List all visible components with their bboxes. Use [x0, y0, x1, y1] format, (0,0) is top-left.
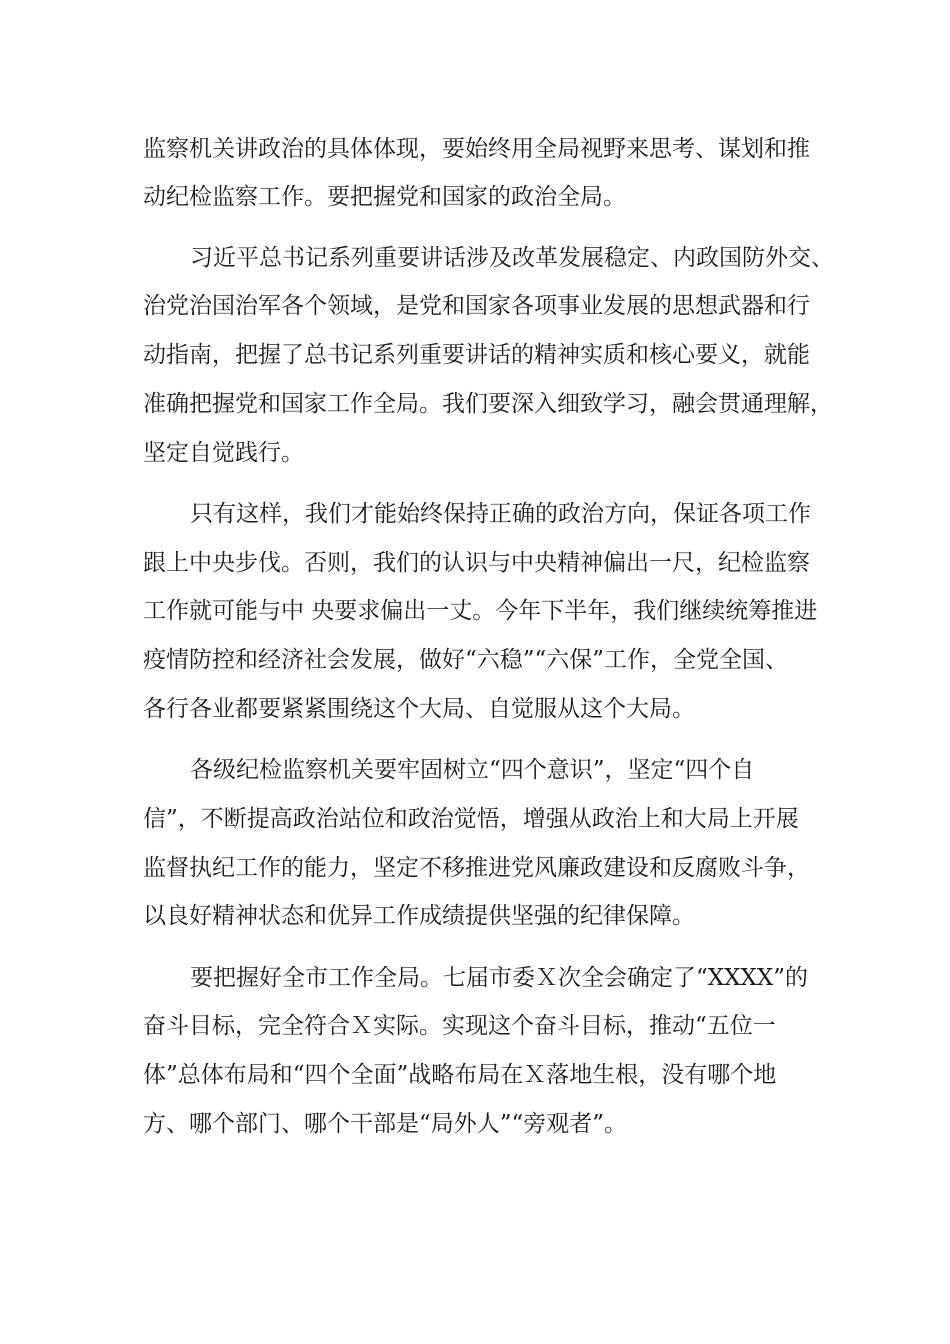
- text-line: 监督执纪工作的能力，坚定不移推进党风廉政建设和反腐败斗争，: [143, 855, 810, 881]
- text-line: 奋斗目标，完全符合Ｘ实际。实现这个奋斗目标，推动“五位一: [143, 1013, 776, 1039]
- text-line: 体”总体布局和“四个全面”战略布局在Ｘ落地生根，没有哪个地: [143, 1062, 777, 1088]
- paragraph-first-line: 各级纪检监察机关要牢固树立“四个意识”，坚定“四个自: [190, 757, 755, 783]
- text-line: 准确把握党和国家工作全局。我们要深入细致学习，融会贯通理解，: [143, 391, 833, 417]
- paragraph-first-line: 习近平总书记系列重要讲话涉及改革发展稳定、内政国防外交、: [190, 245, 834, 271]
- paragraph-first-line: 要把握好全市工作全局。七届市委Ｘ次全会确定了“XXXX”的: [190, 965, 809, 991]
- text-line: 疫情防控和经济社会发展，做好“六稳”“六保”工作，全党全国、: [143, 647, 789, 673]
- text-line: 以良好精神状态和优异工作成绩提供坚强的纪律保障。: [143, 903, 695, 929]
- text-line: 治党治国治军各个领域，是党和国家各项事业发展的思想武器和行: [143, 293, 810, 319]
- text-line: 各行各业都要紧紧围绕这个大局、自觉服从这个大局。: [143, 696, 695, 722]
- text-line: 动纪检监察工作。要把握党和国家的政治全局。: [143, 184, 626, 210]
- text-line: 方、哪个部门、哪个干部是“局外人”“旁观者”。: [143, 1111, 628, 1137]
- paragraph-first-line: 只有这样，我们才能始终保持正确的政治方向，保证各项工作: [190, 501, 811, 527]
- text-line: 跟上中央步伐。否则，我们的认识与中央精神偏出一尺，纪检监察: [143, 550, 810, 576]
- text-line: 动指南，把握了总书记系列重要讲话的精神实质和核心要义，就能: [143, 342, 810, 368]
- text-line: 监察机关讲政治的具体体现，要始终用全局视野来思考、谋划和推: [143, 136, 810, 162]
- text-line: 工作就可能与中 央要求偏出一丈。今年下半年，我们继续统筹推进: [143, 598, 818, 624]
- text-line: 信”，不断提高政治站位和政治觉悟，增强从政治上和大局上开展: [143, 806, 799, 832]
- text-line: 坚定自觉践行。: [143, 440, 304, 466]
